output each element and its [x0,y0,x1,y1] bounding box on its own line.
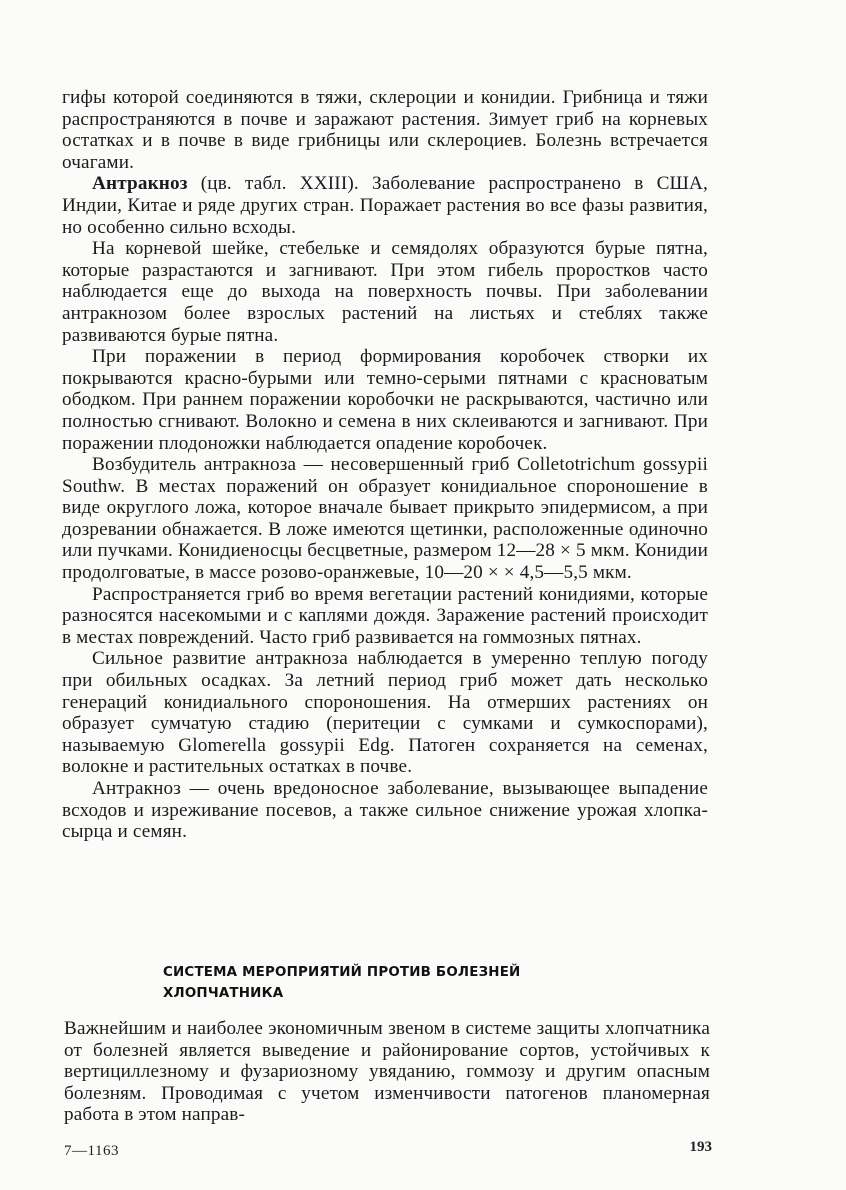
paragraph: Возбудитель антракноза — несовершенный гриб Colletotrichum gossypii Southw. В местах поражений он образует конидиальное спороношение в виде округлого ложа, которое вначале бывает прикрыто эпидермисом, а при дозревании обнажается. В ложе имеются щетинки, расположенные одиночно или пучками. Конидиеносцы бесцветные, размером 12—28 × 5 мкм. Конидии продолговатые, в массе розово-оранжевые, 10—20 × × 4,5—5,5 мкм. [62,454,708,584]
section-text [64,1018,710,1126]
paragraph: Распространяется гриб во время вегетации растений конидиями, которые разносятся насекомыми и с каплями дождя. Заражение растений происходит в местах повреждений. Часто гриб развивается на гоммозных пятнах. [62,583,708,648]
paragraph: При поражении в период формирования коробочек створки их покрываются красно-бурыми или темно-серыми пятнами с красноватым ободком. При раннем поражении коробочки не раскрываются, частично или полностью сгнивают. Волокно и семена в них склеиваются и загнивают. При поражении плодоножки наблюдается опадение коробочек. [62,346,708,454]
paragraph-text: (цв. табл. XXIII). Заболевание распространено в США, Индии, Китае и ряде других стран. Поражает растения во все фазы развития, но особенно сильно всходы. [62,173,708,238]
paragraph: Важнейшим и наиболее экономичным звеном в системе защиты хлопчатника от болезней является выведение и районирование сортов, устойчивых к вертициллезному и фузариозному увяданию, гоммозу и другим опасным болезням. Проводимая с учетом изменчивости патогенов планомерная работа в этом направ- [64,1018,710,1126]
section-heading [163,962,703,1004]
paragraph-anthracnose-intro [62,173,708,238]
printer-signature: 7—1163 [64,1143,119,1159]
body-text [62,87,708,843]
paragraph: Сильное развитие антракноза наблюдается в умеренно теплую погоду при обильных осадках. За летний период гриб может дать несколько генераций конидиального спороношения. На отмерших растениях он образует сумчатую стадию (перитеции с сумками и сумкоспорами), называемую Glomerella gossypii Edg. Патоген сохраняется на семенах, волокне и растительных остатках в почве. [62,648,708,778]
term-anthracnose: Антракноз [92,173,188,195]
page-number: 193 [689,1139,712,1155]
paragraph: Антракноз — очень вредоносное заболевание, вызывающее выпадение всходов и изреживание посевов, а также сильное снижение урожая хлопка-сырца и семян. [62,778,708,843]
paragraph: гифы которой соединяются в тяжи, склероции и конидии. Грибница и тяжи распространяются в почве и заражают растения. Зимует гриб на корневых остатках и в почве в виде грибницы или склероциев. Болезнь встречается очагами. [62,87,708,173]
paragraph: На корневой шейке, стебельке и семядолях образуются бурые пятна, которые разрастаются и загнивают. При этом гибель проростков часто наблюдается еще до выхода на поверхность почвы. При заболевании антракнозом более взрослых растений на листьях и стеблях также развиваются бурые пятна. [62,238,708,346]
section-heading-line: СИСТЕМА МЕРОПРИЯТИЙ ПРОТИВ БОЛЕЗНЕЙ [163,965,521,980]
section-heading-line: ХЛОПЧАТНИКА [163,986,284,1001]
